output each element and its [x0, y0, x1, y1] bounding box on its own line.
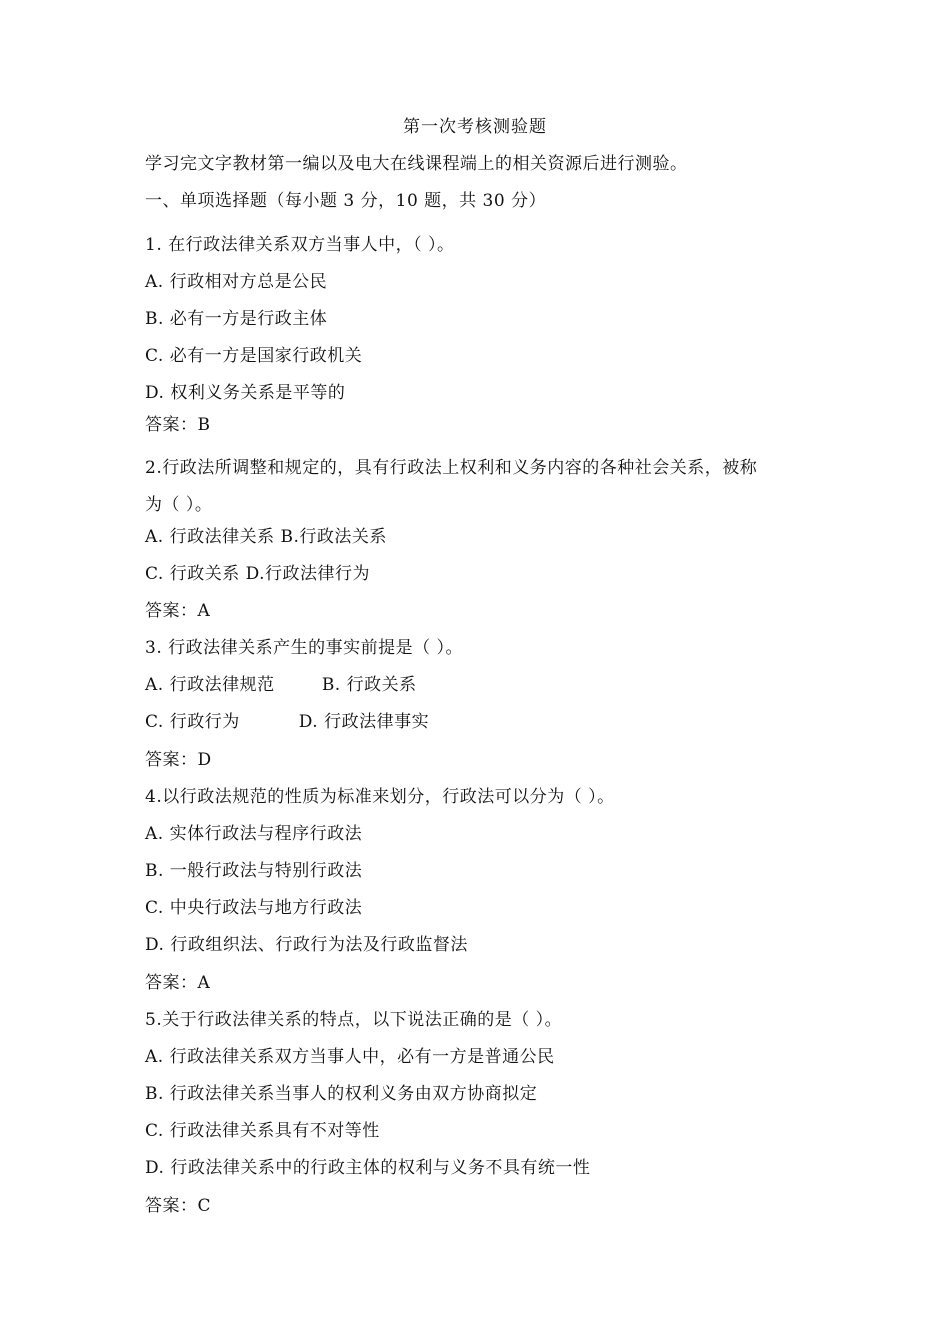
question-4-option-a: A. 实体行政法与程序行政法 [145, 824, 363, 844]
question-3-answer: 答案：D [145, 750, 212, 770]
question-3-options-ab: A. 行政法律规范 B. 行政关系 [145, 675, 417, 695]
page-title: 第一次考核测验题 [403, 117, 547, 137]
question-5-option-b: B. 行政法律关系当事人的权利义务由双方协商拟定 [145, 1084, 538, 1104]
question-1-option-c: C. 必有一方是国家行政机关 [145, 346, 363, 366]
question-4-option-c: C. 中央行政法与地方行政法 [145, 898, 363, 918]
question-5-stem: 5.关于行政法律关系的特点，以下说法正确的是（ ）。 [145, 1010, 563, 1030]
section-heading: 一、单项选择题（每小题 3 分，10 题，共 30 分） [145, 191, 547, 211]
question-4-answer: 答案：A [145, 973, 211, 993]
question-1-answer: 答案：B [145, 415, 211, 435]
question-2-options-cd: C. 行政关系 D.行政法律行为 [145, 564, 371, 584]
question-4-stem: 4.以行政法规范的性质为标准来划分，行政法可以分为（ ）。 [145, 787, 615, 807]
question-3-options-cd: C. 行政行为 D. 行政法律事实 [145, 712, 430, 732]
question-2-stem: 2.行政法所调整和规定的，具有行政法上权利和义务内容的各种社会关系，被称 [145, 458, 758, 478]
question-1-option-a: A. 行政相对方总是公民 [145, 272, 328, 292]
question-2-answer: 答案：A [145, 601, 211, 621]
intro-text: 学习完文字教材第一编以及电大在线课程端上的相关资源后进行测验。 [145, 154, 688, 174]
question-1-stem: 1. 在行政法律关系双方当事人中，（ ）。 [145, 235, 455, 255]
question-2-options-ab: A. 行政法律关系 B.行政法关系 [145, 527, 387, 547]
question-5-option-c: C. 行政法律关系具有不对等性 [145, 1121, 380, 1141]
question-1-option-b: B. 必有一方是行政主体 [145, 309, 328, 329]
question-1-option-d: D. 权利义务关系是平等的 [145, 383, 346, 403]
question-4-option-d: D. 行政组织法、行政行为法及行政监督法 [145, 935, 468, 955]
question-5-option-a: A. 行政法律关系双方当事人中，必有一方是普通公民 [145, 1047, 555, 1067]
question-5-answer: 答案：C [145, 1196, 212, 1216]
question-2-stem-cont: 为（ ）。 [145, 495, 213, 515]
question-3-stem: 3. 行政法律关系产生的事实前提是（ ）。 [145, 638, 464, 658]
question-5-option-d: D. 行政法律关系中的行政主体的权利与义务不具有统一性 [145, 1158, 591, 1178]
question-4-option-b: B. 一般行政法与特别行政法 [145, 861, 363, 881]
